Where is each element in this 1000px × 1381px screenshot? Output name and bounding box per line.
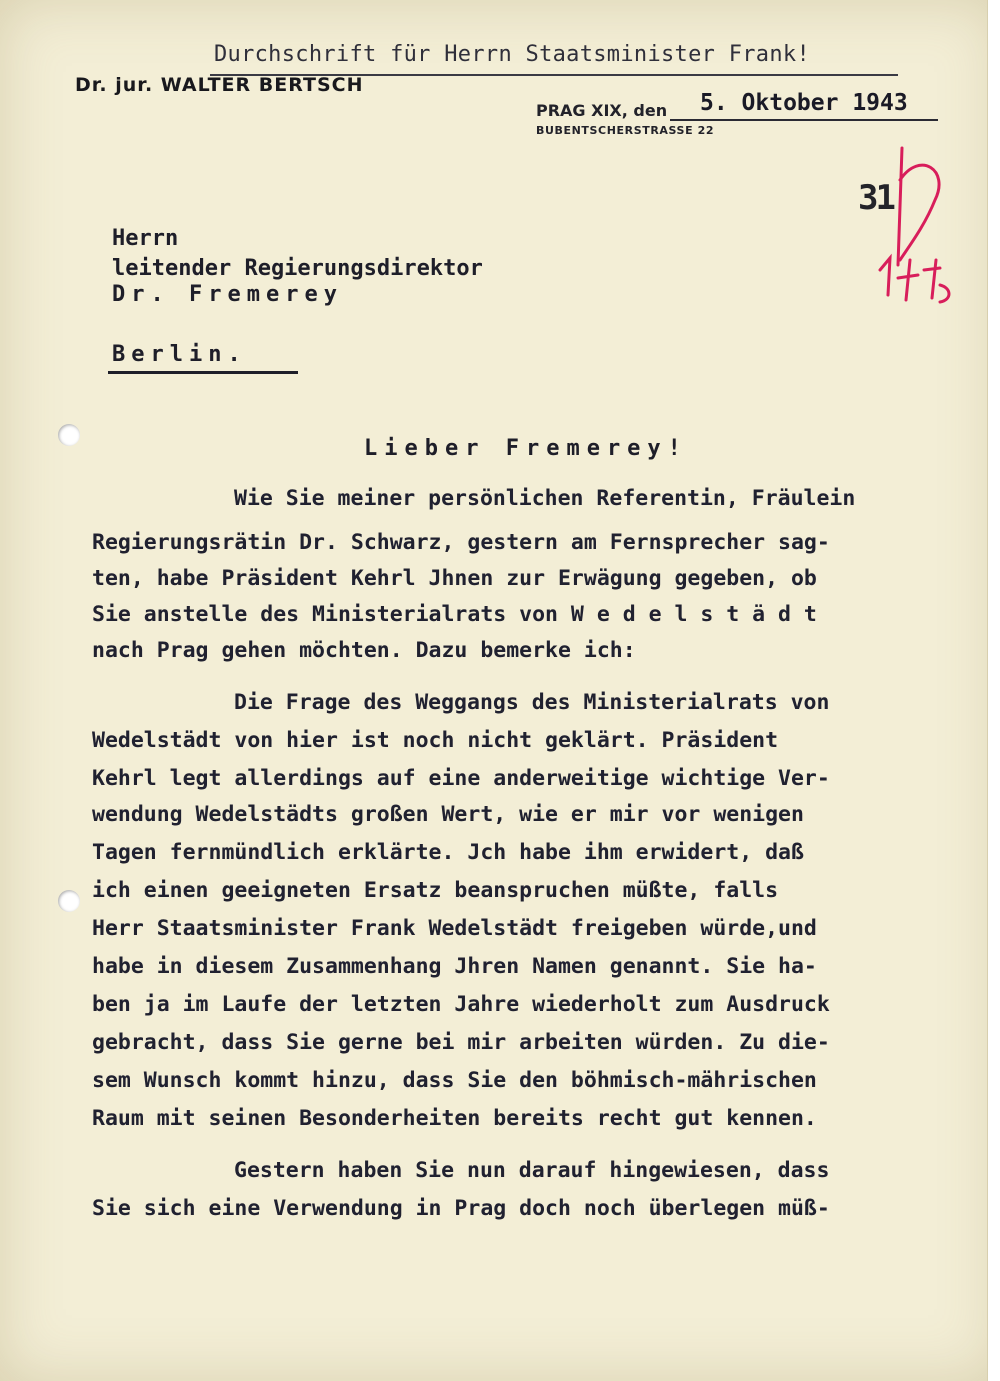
body-line: Sie anstelle des Ministerialrats von W e d e l s t ä d t <box>92 602 817 627</box>
body-line: Herr Staatsminister Frank Wedelstädt freigeben würde,und <box>92 916 817 941</box>
street-address: BUBENTSCHERSTRASSE 22 <box>536 124 715 137</box>
body-line: habe in diesem Zusammenhang Jhren Namen genannt. Sie ha- <box>92 954 817 979</box>
body-line: Sie sich eine Verwendung in Prag doch noch überlegen müß- <box>92 1196 830 1221</box>
sender-letterhead: Dr. jur. WALTER BERTSCH <box>75 74 364 96</box>
body-line: nach Prag gehen möchten. Dazu bemerke ich: <box>92 638 636 663</box>
address-line-title: leitender Regierungsdirektor <box>112 256 483 281</box>
letter-date: 5. Oktober 1943 <box>700 90 908 116</box>
address-line-salutation: Herrn <box>112 226 179 251</box>
body-line: Wedelstädt von hier ist noch nicht geklärt. Präsident <box>92 728 779 753</box>
body-line: ben ja im Laufe der letzten Jahre wiederholt zum Ausdruck <box>92 992 830 1017</box>
body-line: Regierungsrätin Dr. Schwarz, gestern am Fernsprecher sag- <box>92 530 830 555</box>
handwritten-annotation <box>840 140 970 340</box>
punch-hole <box>58 890 80 912</box>
body-line: Wie Sie meiner persönlichen Referentin, Fräulein <box>234 486 856 511</box>
body-line: Kehrl legt allerdings auf eine anderweitige wichtige Ver- <box>92 766 830 791</box>
date-underline <box>670 119 938 121</box>
body-line: Tagen fernmündlich erklärte. Jch habe ihm erwidert, daß <box>92 840 804 865</box>
place-label: PRAG XIX, den <box>536 101 668 120</box>
city-underline <box>108 371 298 374</box>
punch-hole <box>58 424 80 446</box>
page-number: 31 <box>858 178 893 218</box>
body-line: ich einen geeigneten Ersatz beanspruchen müßte, falls <box>92 878 779 903</box>
letter-salutation: Lieber Fremerey! <box>364 436 688 461</box>
page-edge <box>987 0 1000 1381</box>
body-line: Gestern haben Sie nun darauf hingewiesen, dass <box>234 1158 830 1183</box>
body-line: wendung Wedelstädts großen Wert, wie er mir vor wenigen <box>92 802 804 827</box>
body-line: gebracht, dass Sie gerne bei mir arbeiten würden. Zu die- <box>92 1030 830 1055</box>
address-line-name: Dr. Fremerey <box>112 282 343 307</box>
body-line: Die Frage des Weggangs des Ministerialrats von <box>234 690 830 715</box>
body-line: sem Wunsch kommt hinzu, dass Sie den böhmisch-mährischen <box>92 1068 817 1093</box>
body-line: Raum mit seinen Besonderheiten bereits recht gut kennen. <box>92 1106 817 1131</box>
address-city: Berlin. <box>112 342 247 367</box>
carbon-copy-note: Durchschrift für Herrn Staatsminister Frank! <box>214 42 810 67</box>
body-line: ten, habe Präsident Kehrl Jhnen zur Erwägung gegeben, ob <box>92 566 817 591</box>
